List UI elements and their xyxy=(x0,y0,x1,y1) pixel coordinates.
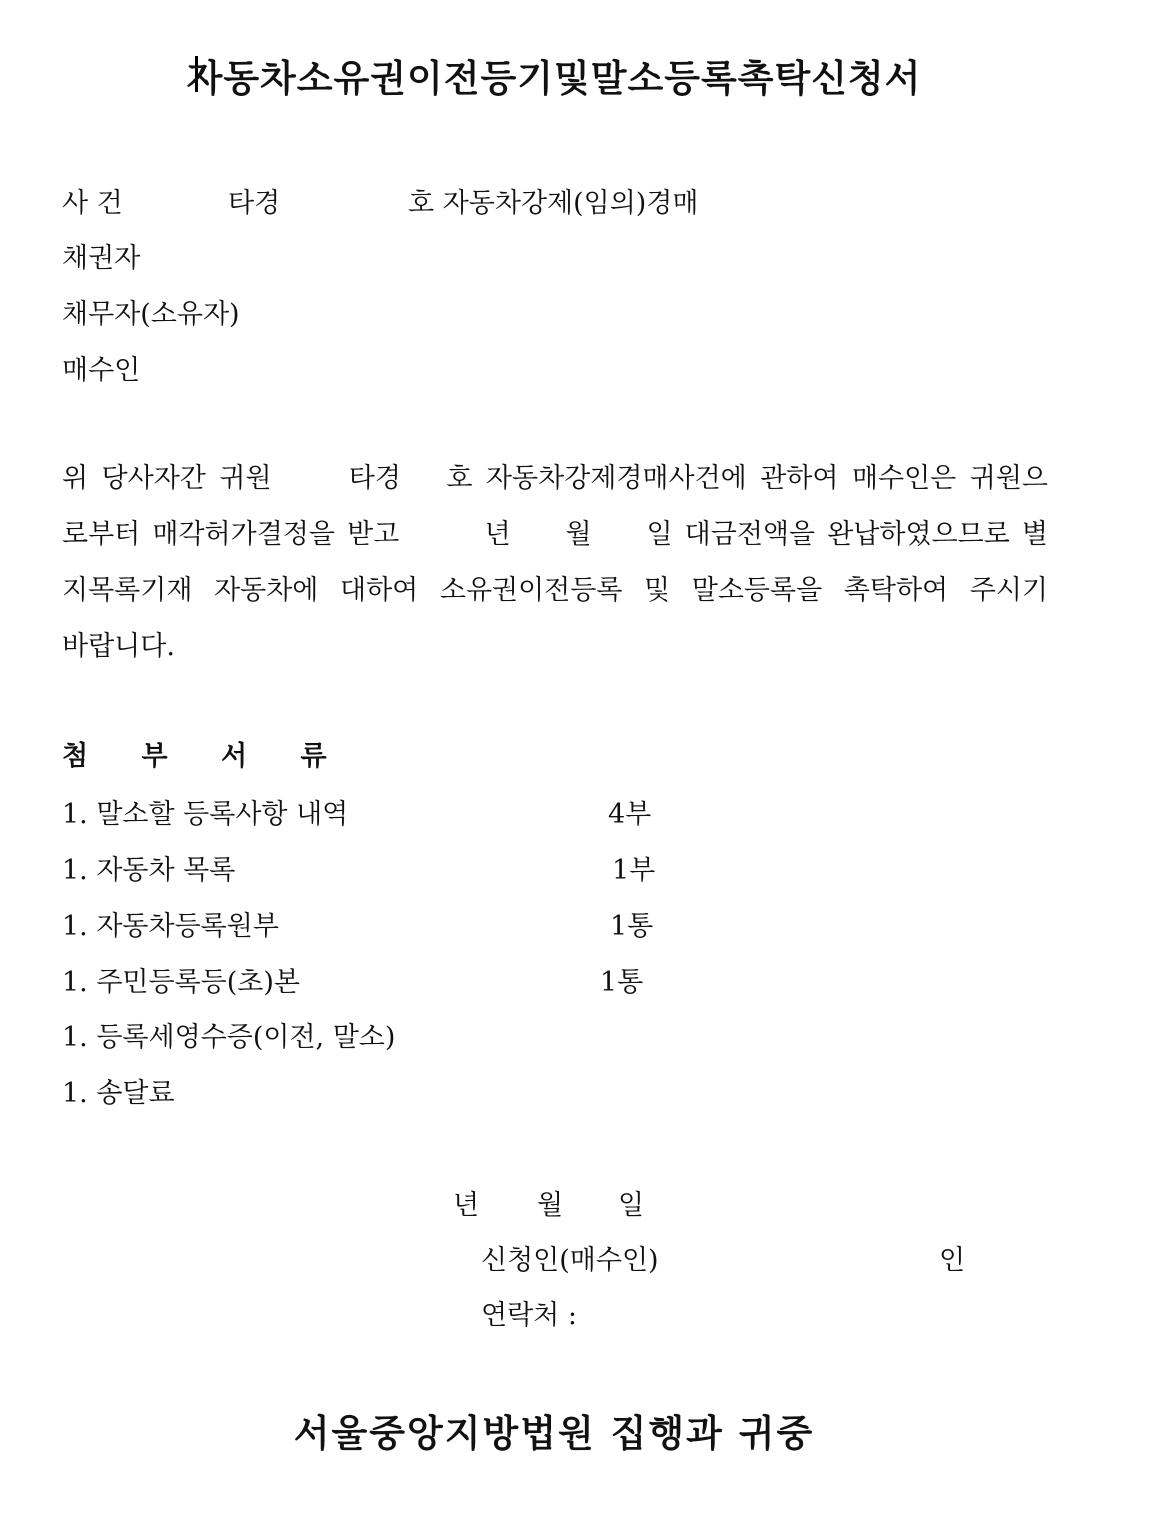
date-year: 년 xyxy=(453,1190,480,1221)
seal-mark: 인 xyxy=(939,1245,966,1276)
attachment-qty: 1통 xyxy=(600,967,644,998)
applicant-label: 신청인(매수인) xyxy=(481,1245,659,1276)
debtor-label: 채무자(소유자) xyxy=(62,299,240,330)
case-label: 사 건 xyxy=(62,188,123,219)
attachment-item: 1. 말소할 등록사항 내역 xyxy=(62,799,349,830)
court-addressee: 서울중앙지방법원 집행과 귀중 xyxy=(293,1412,815,1455)
date-month: 월 xyxy=(537,1190,564,1221)
paragraph-line: 지목록기재 자동차에 대하여 소유권이전등록 및 말소등록을 촉탁하여 주시기 xyxy=(62,575,1048,606)
attachment-qty: 1통 xyxy=(610,911,654,942)
document-title: 자동차소유권이전등기및말소등록촉탁신청서 xyxy=(186,57,922,100)
date-day: 일 xyxy=(618,1190,645,1221)
attachment-item: 1. 등록세영수증(이전, 말소) xyxy=(62,1022,396,1053)
creditor-label: 채권자 xyxy=(62,243,141,274)
case-type: 호 자동차강제(임의)경매 xyxy=(408,188,699,219)
contact-label: 연락처 : xyxy=(481,1300,577,1331)
paragraph-line: 위 당사자간 귀원 타경 호 자동차강제경매사건에 관하여 매수인은 귀원으 xyxy=(62,463,1048,494)
attachment-item: 1. 자동차 목록 xyxy=(62,855,236,886)
paragraph-line: 로부터 매각허가결정을 받고 년 월 일 대금전액을 완납하였으므로 별 xyxy=(62,519,1048,550)
attachment-qty: 1부 xyxy=(612,855,656,886)
request-paragraph xyxy=(62,451,1048,675)
attachment-item: 1. 주민등록등(초)본 xyxy=(62,967,300,998)
attachment-qty: 4부 xyxy=(608,799,652,830)
attachments-heading: 첨 부 서 류 xyxy=(62,741,349,772)
buyer-label: 매수인 xyxy=(62,355,141,386)
attachment-item: 1. 자동차등록원부 xyxy=(62,911,279,942)
attachment-item: 1. 송달료 xyxy=(62,1078,175,1109)
case-court-code: 타경 xyxy=(228,188,281,219)
paragraph-line: 바랍니다. xyxy=(62,631,175,662)
